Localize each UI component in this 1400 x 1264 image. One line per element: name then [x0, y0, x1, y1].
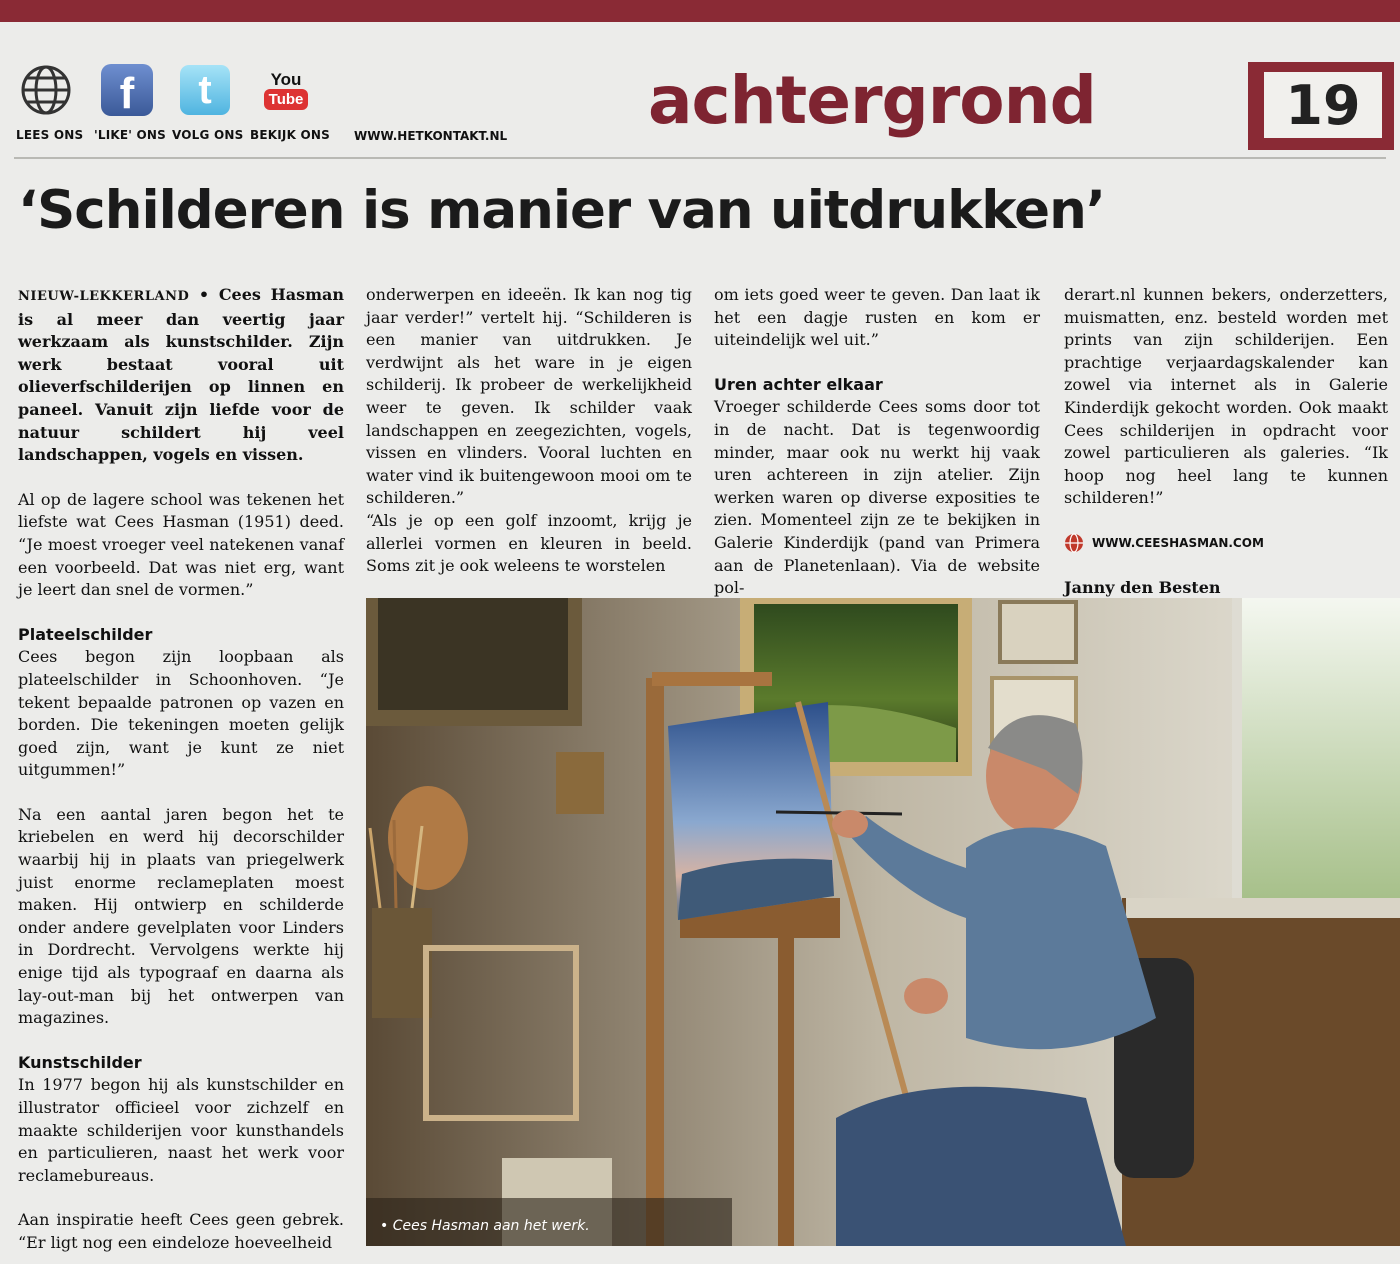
globe-icon — [1064, 533, 1084, 553]
author-name: Janny den Besten — [1064, 577, 1221, 597]
social-bekijk-ons[interactable] — [250, 62, 330, 152]
youtube-icon: You Tube — [258, 62, 314, 118]
social-volg-ons[interactable] — [172, 62, 244, 152]
article-column-1 — [18, 284, 344, 1255]
globe-icon — [18, 62, 74, 118]
author-website[interactable] — [1064, 532, 1388, 555]
paragraph: om iets goed weer te geven. Dan laat ik het een dagje rusten en kom er uiteindelijk wel uit.” — [714, 285, 1040, 350]
paragraph: Na een aantal jaren begon het te kriebelen en werd hij decorschilder waarbij hij in plaats van priegelwerk juist enorme reclameplaten moest maken. Hij ontwierp en schilderde onder andere gevelplaten voor Linders in Dordrecht. Vervolgens werkte hij enige tijd als typograaf en daarna als lay-out-man bij het ontwerpen van magazines. — [18, 804, 344, 1028]
website-text: WWW.CEESHASMAN.COM — [1092, 535, 1264, 550]
twitter-icon: t — [177, 62, 233, 118]
subheading-uren-achter-elkaar: Uren achter elkaar — [714, 374, 883, 394]
page-number-box — [1248, 62, 1394, 150]
section-title: achtergrond — [648, 62, 1096, 139]
paragraph: “Als je op een golf inzoomt, krijg je allerlei vormen en kleuren in beeld. Soms zit je ook weleens te worstelen — [366, 510, 692, 576]
article-column-2 — [366, 284, 692, 578]
article-column-3 — [714, 284, 1040, 600]
article-photo — [366, 598, 1400, 1246]
paragraph: Cees begon zijn loopbaan als plateelschilder in Schoonhoven. “Je tekent bepaalde patronen op vazen en borden. Die tekeningen moeten gelijk goed zijn, want je kunt ze niet uitgummen!” — [18, 647, 344, 780]
social-label: BEKIJK ONS — [250, 128, 330, 142]
social-label: VOLG ONS — [172, 128, 244, 142]
facebook-icon: f — [99, 62, 155, 118]
photo-caption: • Cees Hasman aan het werk. — [380, 1218, 590, 1234]
top-accent-strip — [0, 0, 1400, 22]
paragraph: Aan inspiratie heeft Cees geen gebrek. “Er ligt nog een eindeloze hoeveelheid — [18, 1210, 344, 1252]
social-like-ons[interactable] — [94, 62, 167, 152]
article-headline: ‘Schilderen is manier van uitdrukken’ — [18, 180, 1105, 241]
intro-paragraph: NIEUW-LEKKERLAND • Cees Hasman is al meer dan veertig jaar werkzaam als kunstschilder. Zijn werk bestaat vooral uit olieverfschilderijen op linnen en paneel. Vanuit zijn liefde voor de natuur schildert hij veel landschappen, vogels en vissen. — [18, 285, 344, 465]
social-lees-ons[interactable] — [16, 62, 84, 152]
paragraph: onderwerpen en ideeën. Ik kan nog tig jaar verder!” vertelt hij. “Schilderen is een manier van uitdrukken. Je verdwijnt als het ware in je eigen schilderij. Ik probeer de werkelijkheid weer te geven. Ik schilder vaak landschappen en zeegezichten, vogels, vissen en vlinders. Vooral luchten en water vind ik buitengewoon mooi om te schilderen.” — [366, 285, 692, 508]
website-link[interactable]: WWW.HETKONTAKT.NL — [354, 129, 508, 143]
page-number: 19 — [1264, 72, 1382, 138]
social-label: LEES ONS — [16, 128, 84, 142]
paragraph: In 1977 begon hij als kunstschilder en illustrator officieel voor zichzelf en maakte schilderijen voor kunsthandels en particulieren, naast het werk voor reclamebureaus. — [18, 1075, 344, 1185]
paragraph: Al op de lagere school was tekenen het liefste wat Cees Hasman (1951) deed. “Je moest vroeger veel natekenen vanaf een voorbeeld. Dat was niet erg, want je leert dan snel de vormen.” — [18, 489, 344, 600]
header-divider — [14, 157, 1386, 159]
dateline: NIEUW-LEKKERLAND — [18, 289, 190, 304]
social-label: 'LIKE' ONS — [94, 128, 167, 142]
subheading-plateelschilder: Plateelschilder — [18, 624, 153, 644]
subheading-kunstschilder: Kunstschilder — [18, 1052, 142, 1072]
paragraph: derart.nl kunnen bekers, onderzetters, muismatten, enz. besteld worden met prints van zijn schilderijen. Een prachtige verjaardagskalender kan zowel via internet als in Galerie Kinderdijk gekocht worden. Ook maakt Cees schilderijen in opdracht voor zowel particulieren als galeries. “Ik hoop nog heel lang te kunnen schilderen!” — [1064, 285, 1388, 508]
paragraph: Vroeger schilderde Cees soms door tot in de nacht. Dat is tegenwoordig minder, maar ook nu werkt hij vaak uren achtereen in zijn atelier. Zijn werken waren op diverse exposities te zien. Momenteel zijn ze te bekijken in Galerie Kinderdijk (pand van Primera aan de Planetenlaan). Via de website pol- — [714, 397, 1040, 598]
article-column-4 — [1064, 284, 1388, 599]
